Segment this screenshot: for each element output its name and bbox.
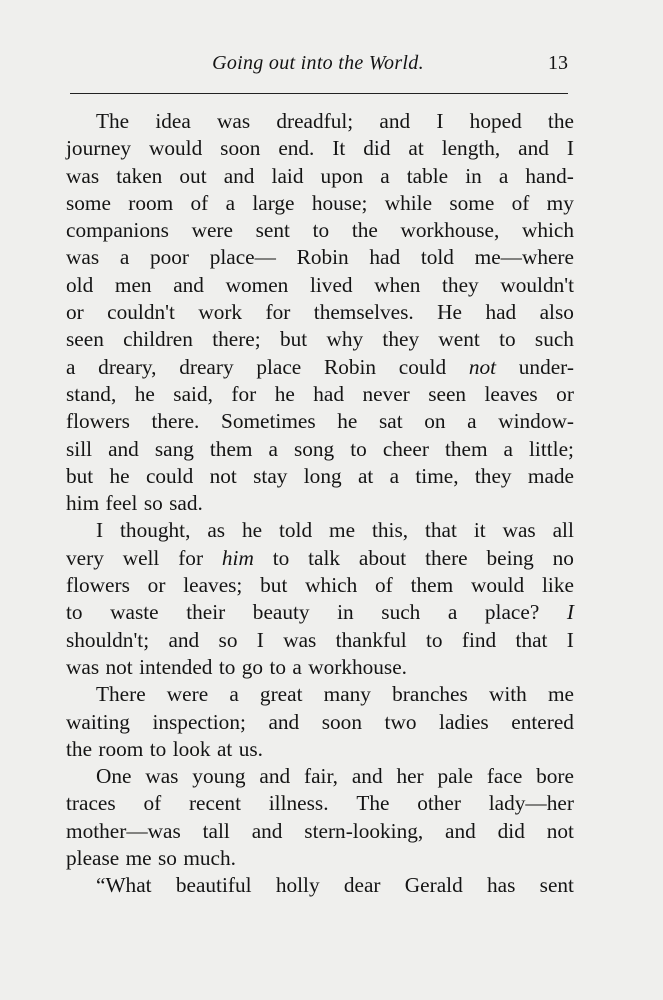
text-line: was a poor place— Robin had told me—where <box>66 245 574 270</box>
text-line: flowers there. Sometimes he sat on a window- <box>66 409 574 434</box>
text-line: seen children there; but why they went to such <box>66 327 574 352</box>
body-text <box>66 108 574 900</box>
text-line: was not intended to go to a workhouse. <box>66 654 407 679</box>
text-line: please me so much. <box>66 846 236 871</box>
text-line: a dreary, dreary place Robin could not under- <box>66 354 574 379</box>
header-rule <box>70 93 568 94</box>
text-line: There were a great many branches with me <box>96 682 574 707</box>
text-line: very well for him to talk about there being no <box>66 545 574 570</box>
text-line: “What beautiful holly dear Gerald has sent <box>96 873 574 898</box>
text-line: shouldn't; and so I was thankful to find that I <box>66 627 574 652</box>
text-line: some room of a large house; while some of my <box>66 190 574 215</box>
text-line: to waste their beauty in such a place? I <box>66 600 574 625</box>
text-line: or couldn't work for themselves. He had also <box>66 300 574 325</box>
text-line: One was young and fair, and her pale face bore <box>96 764 574 789</box>
text-line: sill and sang them a song to cheer them a little; <box>66 436 574 461</box>
text-line: but he could not stay long at a time, they made <box>66 463 574 488</box>
text-line: was taken out and laid upon a table in a hand- <box>66 163 574 188</box>
text-line: stand, he said, for he had never seen leaves or <box>66 381 574 406</box>
text-line: journey would soon end. It did at length, and I <box>66 136 574 161</box>
text-line: The idea was dreadful; and I hoped the <box>96 109 574 133</box>
page-header <box>68 50 568 84</box>
text-line: the room to look at us. <box>66 736 263 761</box>
text-line: old men and women lived when they wouldn't <box>66 272 574 297</box>
text-line: companions were sent to the workhouse, which <box>66 218 574 243</box>
text-line: mother—was tall and stern-looking, and did not <box>66 818 574 843</box>
text-line: flowers or leaves; but which of them would like <box>66 573 574 598</box>
page-number: 13 <box>548 52 568 74</box>
text-line: I thought, as he told me this, that it was all <box>96 518 574 543</box>
running-title: Going out into the World. <box>212 52 424 74</box>
text-line: traces of recent illness. The other lady—her <box>66 791 574 816</box>
text-line: waiting inspection; and soon two ladies entered <box>66 709 574 734</box>
text-line: him feel so sad. <box>66 491 203 516</box>
